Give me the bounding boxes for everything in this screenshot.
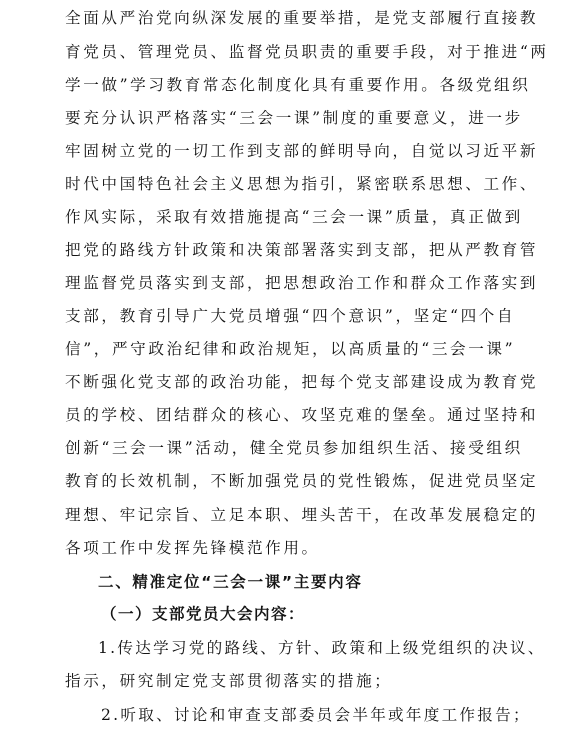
paragraph-line: 作风实际，采取有效措施提高“三会一课”质量，真正做到 [65,208,523,226]
paragraph-line: 创新“三会一课”活动，健全党员参加组织生活、接受组织 [65,439,523,457]
subsection-heading: （一）支部党员大会内容： [101,605,306,623]
paragraph-line: 各项工作中发挥先锋模范作用。 [65,539,320,557]
paragraph-line: 不断强化党支部的政治功能，把每个党支部建设成为教育党 [65,373,539,391]
paragraph-line: 员的学校、团结群众的核心、攻坚克难的堡垒。通过坚持和 [65,406,539,424]
paragraph-line: 教育的长效机制，不断加强党员的党性锻炼，促进党员坚定 [65,472,539,490]
paragraph-line: 信”，严守政治纪律和政治规矩，以高质量的“三会一课” [65,340,516,358]
paragraph-line: 支部，教育引导广大党员增强“四个意识”，坚定“四个自 [65,307,516,325]
paragraph-line: 牢固树立党的一切工作到支部的鲜明导向，自觉以习近平新 [65,142,539,160]
paragraph-line: 全面从严治党向纵深发展的重要举措，是党支部履行直接教 [65,9,539,27]
paragraph-line: 把党的路线方针政策和决策部署落实到支部，把从严教育管 [65,241,539,259]
paragraph-line: 育党员、管理党员、监督党员职责的重要手段，对于推进“两 [65,43,549,61]
paragraph-line: 理想、牢记宗旨、立足本职、埋头苦干，在改革发展稳定的 [65,506,539,524]
paragraph-line: 学一做”学习教育常态化制度化具有重要作用。各级党组织 [65,76,531,94]
list-item-continuation: 指示，研究制定党支部贯彻落实的措施； [65,672,393,690]
paragraph-line: 时代中国特色社会主义思想为指引，紧密联系思想、工作、 [65,175,539,193]
paragraph-line: 理监督党员落实到支部，把思想政治工作和群众工作落实到 [65,274,539,292]
list-item: 1.传达学习党的路线、方针、政策和上级党组织的决议、 [98,639,546,657]
section-heading: 二、精准定位“三会一课”主要内容 [98,573,363,591]
paragraph-line: 要充分认识严格落实“三会一课”制度的重要意义，进一步 [65,109,523,127]
list-item: 2.听取、讨论和审查支部委员会半年或年度工作报告； [101,706,531,724]
